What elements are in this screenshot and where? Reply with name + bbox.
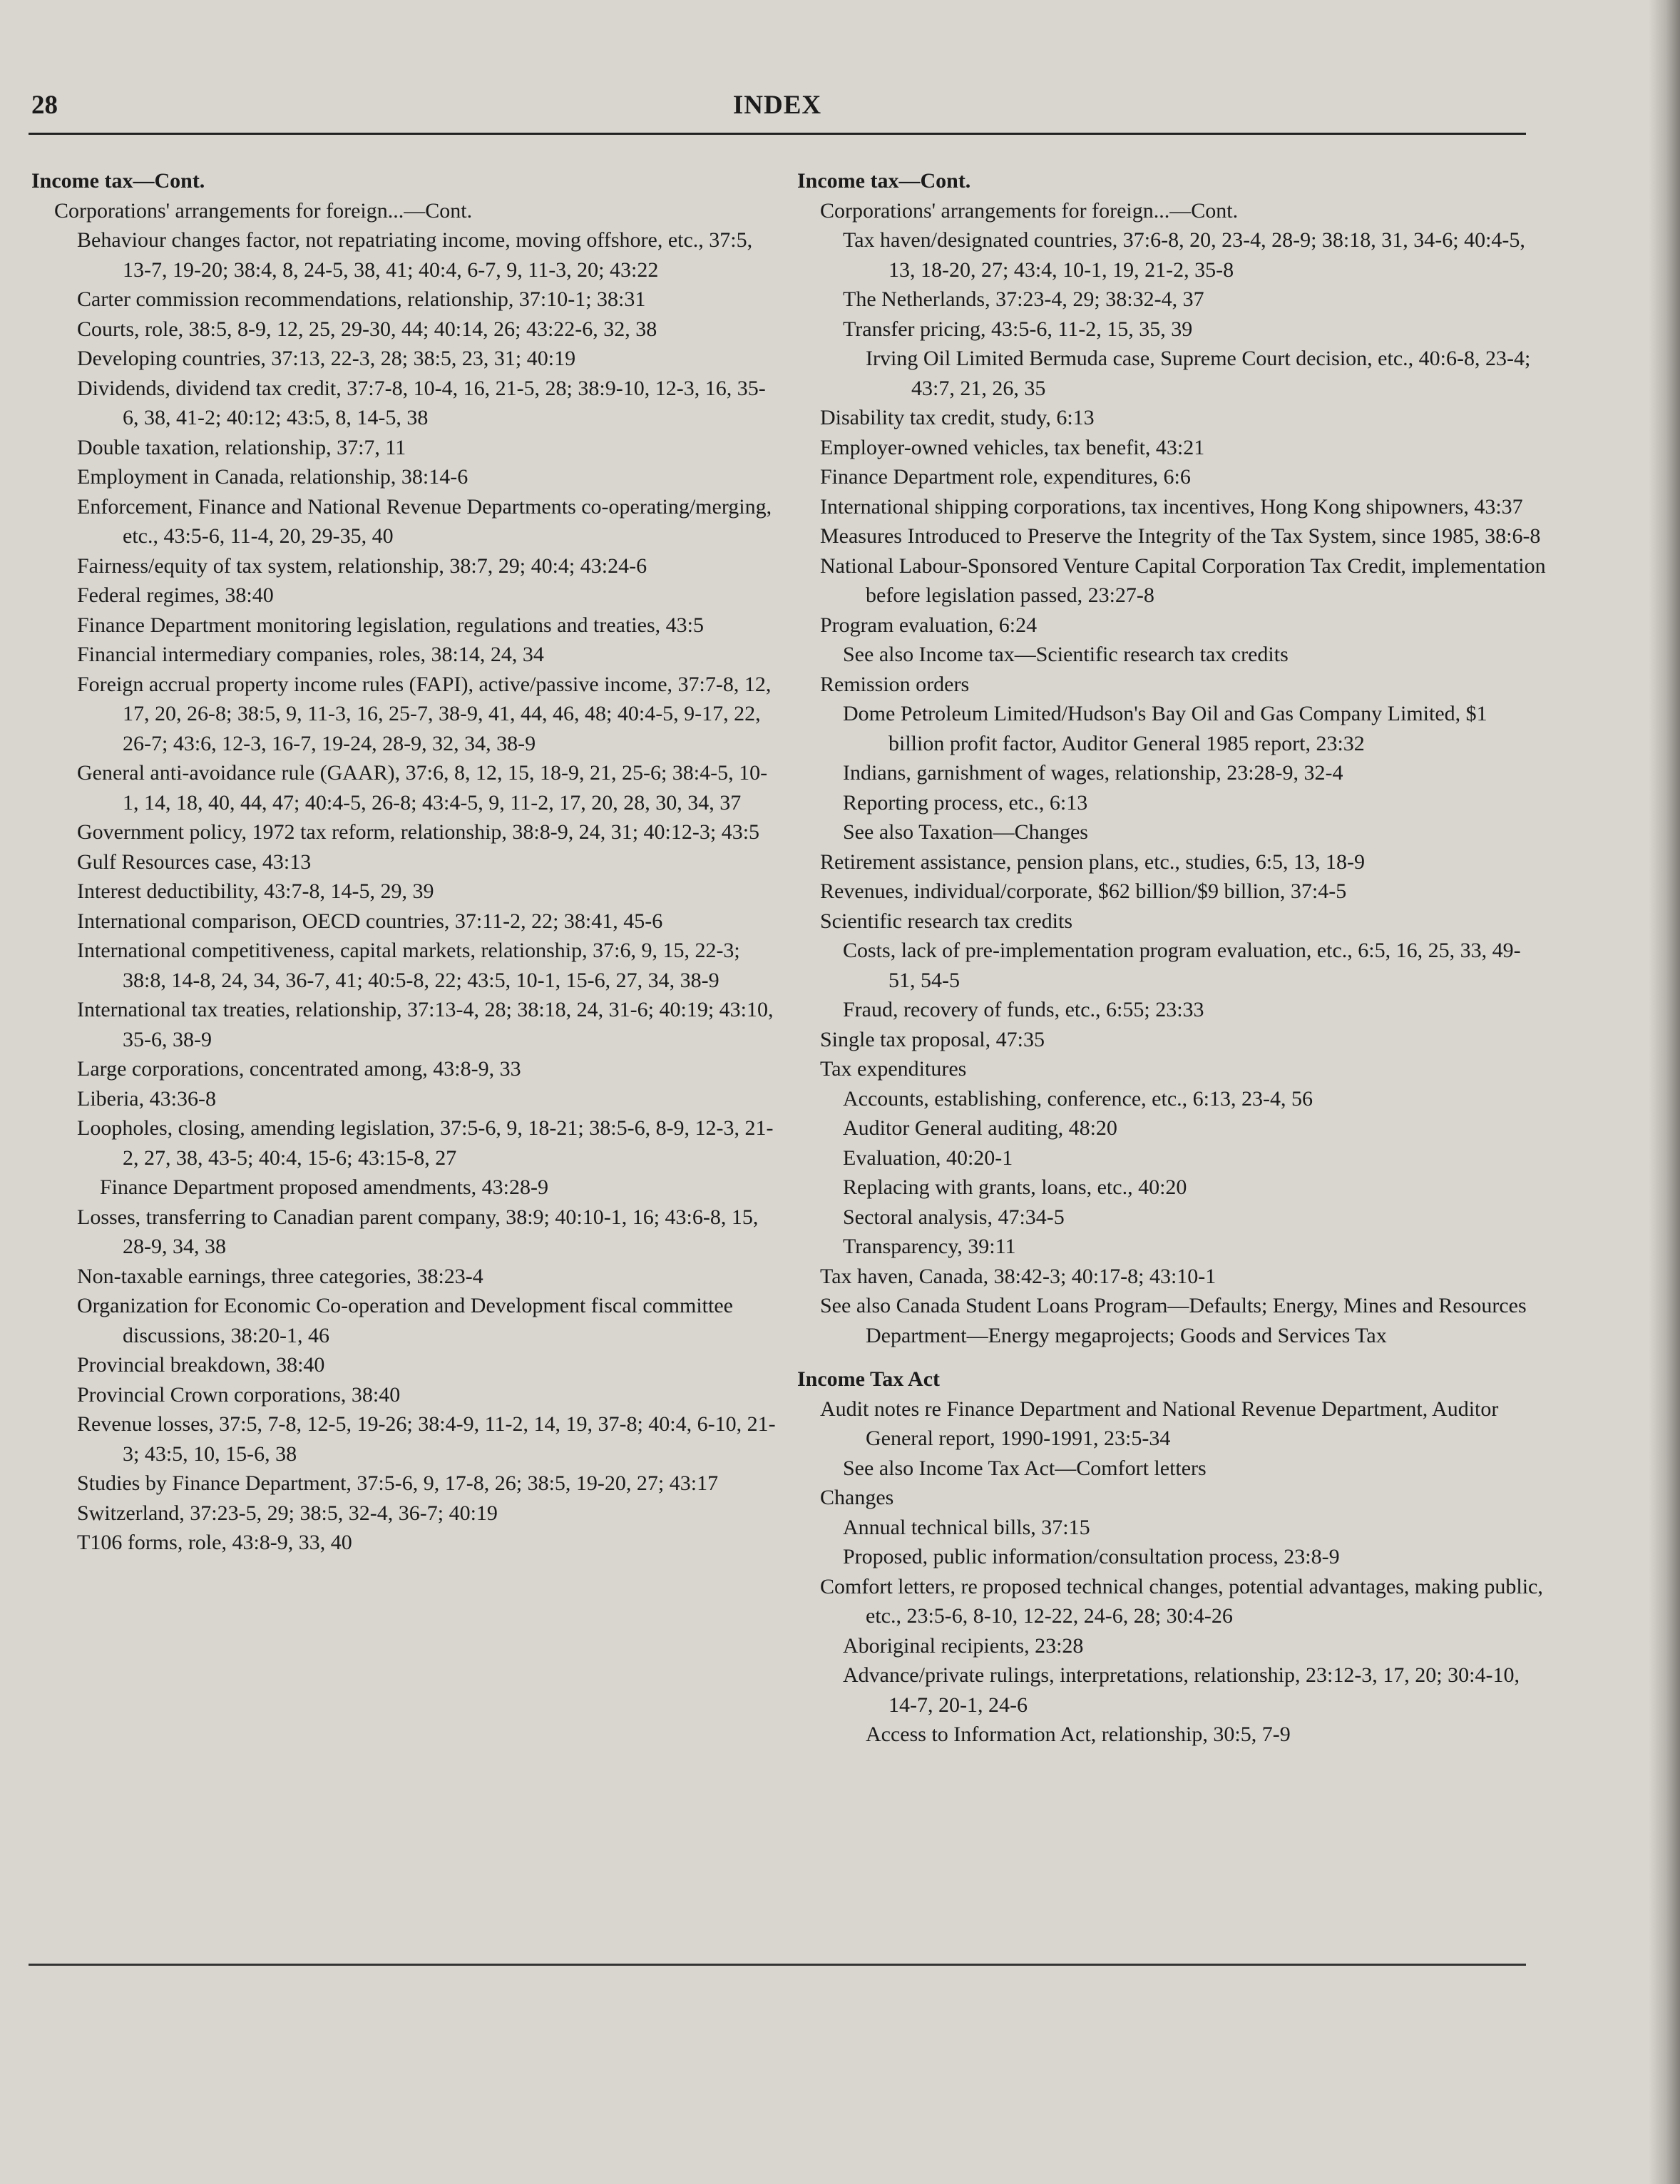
index-entry: Evaluation, 40:20-1 xyxy=(843,1145,1013,1170)
index-entry: Changes xyxy=(820,1486,894,1509)
index-entry: See also Income Tax Act—Comfort letters xyxy=(843,1456,1207,1480)
index-entry: Tax expenditures xyxy=(820,1057,967,1081)
index-entry: Losses, transferring to Canadian parent company, 38:9; 40:10-1, 16; 43:6-8, 15, 28-9, 34, 38 xyxy=(77,1205,759,1258)
page-number: 28 xyxy=(31,91,58,120)
index-entry: Federal regimes, 38:40 xyxy=(77,583,274,607)
index-entry: Sectoral analysis, 47:34-5 xyxy=(843,1205,1065,1229)
index-entry: International shipping corporations, tax incentives, Hong Kong shipowners, 43:37 xyxy=(820,494,1523,519)
index-entry: Aboriginal recipients, 23:28 xyxy=(843,1633,1084,1658)
index-entry: Auditor General auditing, 48:20 xyxy=(843,1116,1117,1140)
index-entry: Corporations' arrangements for foreign...—Cont. xyxy=(54,198,473,223)
index-entry: Liberia, 43:36-8 xyxy=(77,1086,216,1111)
index-entry: Switzerland, 37:23-5, 29; 38:5, 32-4, 36-7; 40:19 xyxy=(77,1501,498,1525)
index-entry: Foreign accrual property income rules (FAPI), active/passive income, 37:7-8, 12, 17, 20, 26-8; 38:5, 9, 11-3, 16, 25-7, 38-9, 41, 44, 46, 48; 40:4-5, 9-17, 22, 26-7; 43:6, 12-3, 16-7, 19-24, 28-9, 32, 34, 38-9 xyxy=(77,672,772,755)
index-entry: Dome Petroleum Limited/Hudson's Bay Oil and Gas Company Limited, $1 billion profit factor, Auditor General 1985 report, 23:32 xyxy=(843,702,1487,755)
index-entry: International tax treaties, relationship, 37:13-4, 28; 38:18, 24, 31-6; 40:19; 43:10, 35-6, 38-9 xyxy=(77,998,774,1051)
index-entry: Financial intermediary companies, roles, 38:14, 24, 34 xyxy=(77,643,544,666)
index-entry: Developing countries, 37:13, 22-3, 28; 38:5, 23, 31; 40:19 xyxy=(77,347,576,370)
index-entry: General anti-avoidance rule (GAAR), 37:6, 8, 12, 15, 18-9, 21, 25-6; 38:4-5, 10-1, 14, 18, 40, 44, 47; 40:4-5, 26-8; 43:4-5, 9, 11-2, 17, 20, 28, 30, 34, 37 xyxy=(77,761,768,815)
index-entry: Irving Oil Limited Bermuda case, Supreme Court decision, etc., 40:6-8, 23-4; 43:7, 21, 26, 35 xyxy=(866,347,1531,400)
index-entry: Remission orders xyxy=(820,672,970,696)
index-entry: T106 forms, role, 43:8-9, 33, 40 xyxy=(77,1531,352,1554)
index-entry: Carter commission recommendations, relationship, 37:10-1; 38:31 xyxy=(77,287,646,311)
index-entry: Audit notes re Finance Department and National Revenue Department, Auditor General report, 1990-1991, 23:5-34 xyxy=(820,1397,1499,1450)
index-entry: Employment in Canada, relationship, 38:14-6 xyxy=(77,465,468,489)
index-entry: Non-taxable earnings, three categories, 38:23-4 xyxy=(77,1264,483,1288)
index-entry: Program evaluation, 6:24 xyxy=(820,613,1038,637)
index-entry: Courts, role, 38:5, 8-9, 12, 25, 29-30, 44; 40:14, 26; 43:22-6, 32, 38 xyxy=(77,317,657,341)
index-entry: Indians, garnishment of wages, relationship, 23:28-9, 32-4 xyxy=(843,761,1343,785)
index-heading: Income tax—Cont. xyxy=(31,169,205,193)
index-entry: Advance/private rulings, interpretations, relationship, 23:12-3, 17, 20; 30:4-10, 14-7, 20-1, 24-6 xyxy=(843,1663,1520,1717)
index-entry: Organization for Economic Co-operation and Development fiscal committee discussions, 38:20-1, 46 xyxy=(77,1294,733,1347)
index-entry: Retirement assistance, pension plans, etc., studies, 6:5, 13, 18-9 xyxy=(820,849,1366,874)
index-entry: Revenue losses, 37:5, 7-8, 12-5, 19-26; 38:4-9, 11-2, 14, 19, 37-8; 40:4, 6-10, 21-3; 43:5, 10, 15-6, 38 xyxy=(77,1412,776,1466)
index-entry: Finance Department monitoring legislation, regulations and treaties, 43:5 xyxy=(77,613,704,637)
index-entry: Accounts, establishing, conference, etc., 6:13, 23-4, 56 xyxy=(843,1086,1313,1111)
index-column-left xyxy=(31,166,780,1558)
index-entry: International competitiveness, capital markets, relationship, 37:6, 9, 15, 22-3; 38:8, 14-8, 24, 34, 36-7, 41; 40:5-8, 22; 43:5, 10-1, 15-6, 27, 34, 38-9 xyxy=(77,939,740,992)
index-entry: Corporations' arrangements for foreign...—Cont. xyxy=(820,198,1239,223)
index-entry: Interest deductibility, 43:7-8, 14-5, 29, 39 xyxy=(77,879,434,903)
index-entry: Gulf Resources case, 43:13 xyxy=(77,849,312,874)
index-entry: Fraud, recovery of funds, etc., 6:55; 23:33 xyxy=(843,998,1204,1021)
index-entry: Dividends, dividend tax credit, 37:7-8, 10-4, 16, 21-5, 28; 38:9-10, 12-3, 16, 35-6, 38, 41-2; 40:12; 43:5, 8, 14-5, 38 xyxy=(77,376,766,429)
index-entry: Loopholes, closing, amending legislation, 37:5-6, 9, 18-21; 38:5-6, 8-9, 12-3, 21-2, 27, 38, 43-5; 40:4, 15-6; 43:15-8, 27 xyxy=(77,1116,774,1170)
index-entry: Enforcement, Finance and National Revenue Departments co-operating/merging, etc., 43:5-6, 11-4, 20, 29-35, 40 xyxy=(77,494,772,548)
index-entry: Employer-owned vehicles, tax benefit, 43:21 xyxy=(820,435,1205,459)
index-entry: Large corporations, concentrated among, 43:8-9, 33 xyxy=(77,1057,521,1081)
index-heading: Income tax—Cont. xyxy=(797,169,971,193)
index-entry: Costs, lack of pre-implementation program evaluation, etc., 6:5, 16, 25, 33, 49-51, 54-5 xyxy=(843,939,1521,992)
index-entry: Government policy, 1972 tax reform, relationship, 38:8-9, 24, 31; 40:12-3; 43:5 xyxy=(77,820,760,844)
index-entry: Behaviour changes factor, not repatriating income, moving offshore, etc., 37:5, 13-7, 19-20; 38:4, 8, 24-5, 38, 41; 40:4, 6-7, 9, 11-3, 20; 43:22 xyxy=(77,228,753,282)
index-entry: Proposed, public information/consultation process, 23:8-9 xyxy=(843,1545,1340,1568)
index-entry: Revenues, individual/corporate, $62 billion/$9 billion, 37:4-5 xyxy=(820,879,1347,903)
index-entry: Replacing with grants, loans, etc., 40:20 xyxy=(843,1175,1187,1199)
index-entry: Disability tax credit, study, 6:13 xyxy=(820,406,1095,429)
index-entry: Access to Information Act, relationship, 30:5, 7-9 xyxy=(866,1723,1291,1746)
index-heading: Income Tax Act xyxy=(797,1367,941,1391)
index-entry: Finance Department role, expenditures, 6:6 xyxy=(820,465,1191,489)
page-header xyxy=(29,84,1526,135)
index-entry: Annual technical bills, 37:15 xyxy=(843,1515,1090,1539)
index-entry: Double taxation, relationship, 37:7, 11 xyxy=(77,435,406,459)
index-entry: Transparency, 39:11 xyxy=(843,1235,1016,1258)
index-entry: Tax haven, Canada, 38:42-3; 40:17-8; 43:10-1 xyxy=(820,1264,1217,1288)
index-entry: International comparison, OECD countries, 37:11-2, 22; 38:41, 45-6 xyxy=(77,909,663,933)
index-entry: See also Income tax—Scientific research tax credits xyxy=(843,643,1289,666)
index-entry: Comfort letters, re proposed technical changes, potential advantages, making public, etc., 23:5-6, 8-10, 12-22, 24-6, 28; 30:4-26 xyxy=(820,1574,1543,1628)
index-entry: See also Canada Student Loans Program—Defaults; Energy, Mines and Resources Department—Energy megaprojects; Goods and Services Tax xyxy=(820,1294,1527,1347)
index-entry: Single tax proposal, 47:35 xyxy=(820,1027,1045,1051)
index-entry: Fairness/equity of tax system, relationship, 38:7, 29; 40:4; 43:24-6 xyxy=(77,553,647,578)
index-entry: The Netherlands, 37:23-4, 29; 38:32-4, 37 xyxy=(843,287,1204,311)
index-entry: National Labour-Sponsored Venture Capital Corporation Tax Credit, implementation before legislation passed, 23:27-8 xyxy=(820,553,1546,607)
index-entry: Provincial Crown corporations, 38:40 xyxy=(77,1382,401,1407)
index-entry: Measures Introduced to Preserve the Integrity of the Tax System, since 1985, 38:6-8 xyxy=(820,524,1541,548)
book-spine-shadow xyxy=(1649,0,1680,2184)
index-entry: Studies by Finance Department, 37:5-6, 9, 17-8, 26; 38:5, 19-20, 27; 43:17 xyxy=(77,1471,719,1495)
index-entry: Reporting process, etc., 6:13 xyxy=(843,790,1088,815)
index-entry: Provincial breakdown, 38:40 xyxy=(77,1353,325,1377)
page-title: INDEX xyxy=(732,91,822,120)
footer-rule xyxy=(29,1964,1526,1966)
index-entry: Tax haven/designated countries, 37:6-8, 20, 23-4, 28-9; 38:18, 31, 34-6; 40:4-5, 13, 18-20, 27; 43:4, 10-1, 19, 21-2, 35-8 xyxy=(843,228,1525,282)
index-entry: Scientific research tax credits xyxy=(820,909,1072,933)
index-entry: See also Taxation—Changes xyxy=(843,820,1088,844)
index-entry: Transfer pricing, 43:5-6, 11-2, 15, 35, 39 xyxy=(843,317,1193,341)
index-entry: Finance Department proposed amendments, 43:28-9 xyxy=(100,1175,549,1199)
index-column-right xyxy=(797,166,1546,1750)
